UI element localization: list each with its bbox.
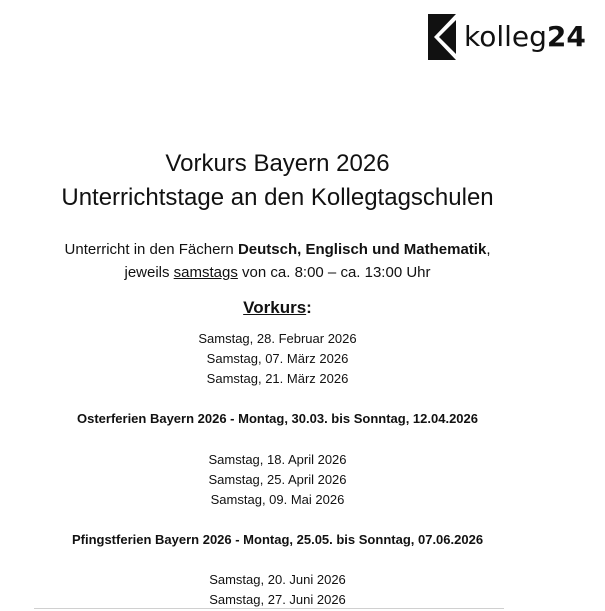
intro-line-2-suffix: von ca. 8:00 – ca. 13:00 Uhr: [237, 264, 431, 281]
logo-number: 24: [546, 20, 586, 53]
logo-name: kolleg: [464, 20, 547, 53]
logo-text: [464, 14, 586, 60]
intro-subjects: Deutsch, Englisch und Mathematik: [237, 241, 487, 258]
title-line-1: Vorkurs Bayern 2026: [165, 150, 390, 177]
intro-weekday: samstags: [173, 264, 238, 281]
date-line: Samstag, 28. Februar 2026: [198, 331, 357, 346]
vorkurs-heading: [0, 296, 555, 320]
title-line-2: Unterrichtstage an den Kollegtagschulen: [61, 184, 494, 211]
kolleg24-logo-icon: [428, 14, 456, 60]
intro-line-2: [0, 261, 555, 284]
vorkurs-heading-colon: :: [306, 298, 312, 317]
date-line: Samstag, 25. April 2026: [208, 472, 347, 487]
vorkurs-heading-text: Vorkurs: [243, 298, 307, 317]
date-line: Samstag, 18. April 2026: [208, 452, 347, 467]
intro-line-1-prefix: Unterricht in den Fächern: [64, 241, 238, 258]
intro-line-1: [0, 238, 555, 261]
intro-line-1-suffix: ,: [486, 241, 491, 258]
date-line: Samstag, 09. Mai 2026: [210, 492, 345, 507]
date-line: Samstag, 27. Juni 2026: [209, 592, 346, 607]
kolleg24-logo: [428, 14, 586, 60]
date-line: Samstag, 07. März 2026: [206, 351, 349, 366]
intro-line-2-prefix: jeweils: [124, 264, 174, 281]
holiday-pentecost: Pfingstferien Bayern 2026 - Montag, 25.05. bis Sonntag, 07.06.2026: [71, 532, 484, 547]
intro-text: [0, 238, 555, 284]
date-line: Samstag, 20. Juni 2026: [209, 572, 346, 587]
dates-block-1: [0, 329, 555, 389]
dates-block-3: [0, 570, 555, 610]
holiday-easter: Osterferien Bayern 2026 - Montag, 30.03. bis Sonntag, 12.04.2026: [76, 411, 478, 426]
dates-block-2: [0, 450, 555, 510]
date-line: Samstag, 21. März 2026: [206, 371, 349, 386]
page-bottom-divider: [34, 608, 504, 609]
document-title: [0, 147, 555, 215]
